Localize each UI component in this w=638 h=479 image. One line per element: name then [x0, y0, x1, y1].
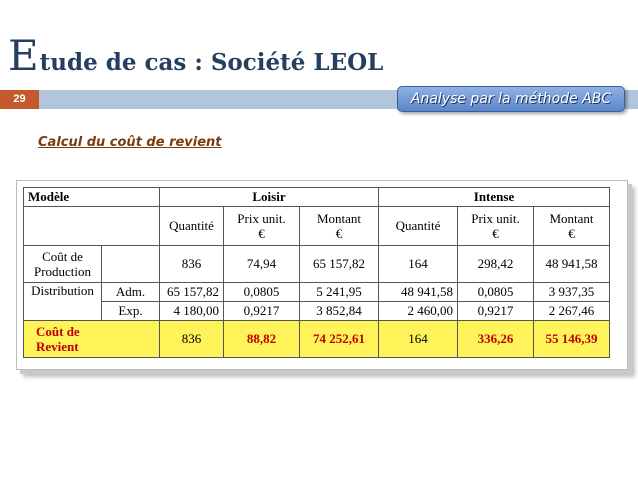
section-badge: Analyse par la méthode ABC [397, 86, 625, 112]
row-sub [102, 246, 160, 283]
header-prix-loisir [224, 207, 300, 246]
header-montant-loisir [300, 207, 379, 246]
table-row-cout-revient [24, 321, 610, 358]
table-cell: 836 [160, 321, 224, 358]
row-label-line2: Revient [36, 339, 79, 354]
row-label: Distribution [24, 283, 102, 321]
table-row-distribution-adm [24, 283, 610, 302]
header-quantite-loisir: Quantité [160, 207, 224, 246]
row-sub: Exp. [102, 302, 160, 321]
table-cell: 336,26 [458, 321, 534, 358]
row-label-line2: Production [33, 264, 92, 279]
table-cell: 88,82 [224, 321, 300, 358]
table-row-cout-production [24, 246, 610, 283]
row-label-line1: Coût de [42, 249, 83, 264]
table-cell: 0,0805 [224, 283, 300, 302]
slide-subtitle: Calcul du coût de revient [38, 135, 222, 150]
header-prix-intense [458, 207, 534, 246]
table-cell: 0,0805 [458, 283, 534, 302]
header-montant-line2: € [335, 226, 343, 241]
title-initial: E [8, 31, 39, 80]
table-cell: 74 252,61 [300, 321, 379, 358]
row-label [24, 246, 102, 283]
table-cell: 65 157,82 [300, 246, 379, 283]
table-cell: 74,94 [224, 246, 300, 283]
row-sub: Adm. [102, 283, 160, 302]
title-text: tude de cas : Société LEOL [39, 49, 384, 76]
table-row-distribution-exp [24, 302, 610, 321]
header-prix-line1: Prix unit. [471, 211, 520, 226]
table-cell: 836 [160, 246, 224, 283]
table-cell: 65 157,82 [160, 283, 224, 302]
page-number: 29 [0, 90, 39, 109]
header-prix-line2: € [258, 226, 265, 241]
table-cell: 5 241,95 [300, 283, 379, 302]
table-cell: 0,9217 [224, 302, 300, 321]
header-group-loisir: Loisir [160, 188, 379, 207]
header-prix-line2: € [492, 226, 499, 241]
table-cell: 164 [379, 321, 458, 358]
header-montant-intense [534, 207, 610, 246]
row-label [24, 321, 160, 358]
header-empty [24, 207, 160, 246]
header-prix-line1: Prix unit. [237, 211, 286, 226]
cost-table [23, 187, 610, 358]
table-cell: 48 941,58 [379, 283, 458, 302]
table-header-row-1 [24, 188, 610, 207]
row-label-line1: Coût de [36, 324, 80, 339]
header-modele: Modèle [24, 188, 160, 207]
table-cell: 2 460,00 [379, 302, 458, 321]
table-cell: 164 [379, 246, 458, 283]
table-cell: 3 852,84 [300, 302, 379, 321]
table-cell: 298,42 [458, 246, 534, 283]
header-group-intense: Intense [379, 188, 610, 207]
table-header-row-2 [24, 207, 610, 246]
header-montant-line1: Montant [316, 211, 362, 226]
table-cell: 0,9217 [458, 302, 534, 321]
cost-table-frame [16, 180, 628, 370]
table-cell: 48 941,58 [534, 246, 610, 283]
slide-title [8, 31, 384, 80]
header-montant-line2: € [568, 226, 575, 241]
table-cell: 55 146,39 [534, 321, 610, 358]
table-cell: 3 937,35 [534, 283, 610, 302]
table-cell: 2 267,46 [534, 302, 610, 321]
table-cell: 4 180,00 [160, 302, 224, 321]
header-montant-line1: Montant [549, 211, 594, 226]
header-quantite-intense: Quantité [379, 207, 458, 246]
